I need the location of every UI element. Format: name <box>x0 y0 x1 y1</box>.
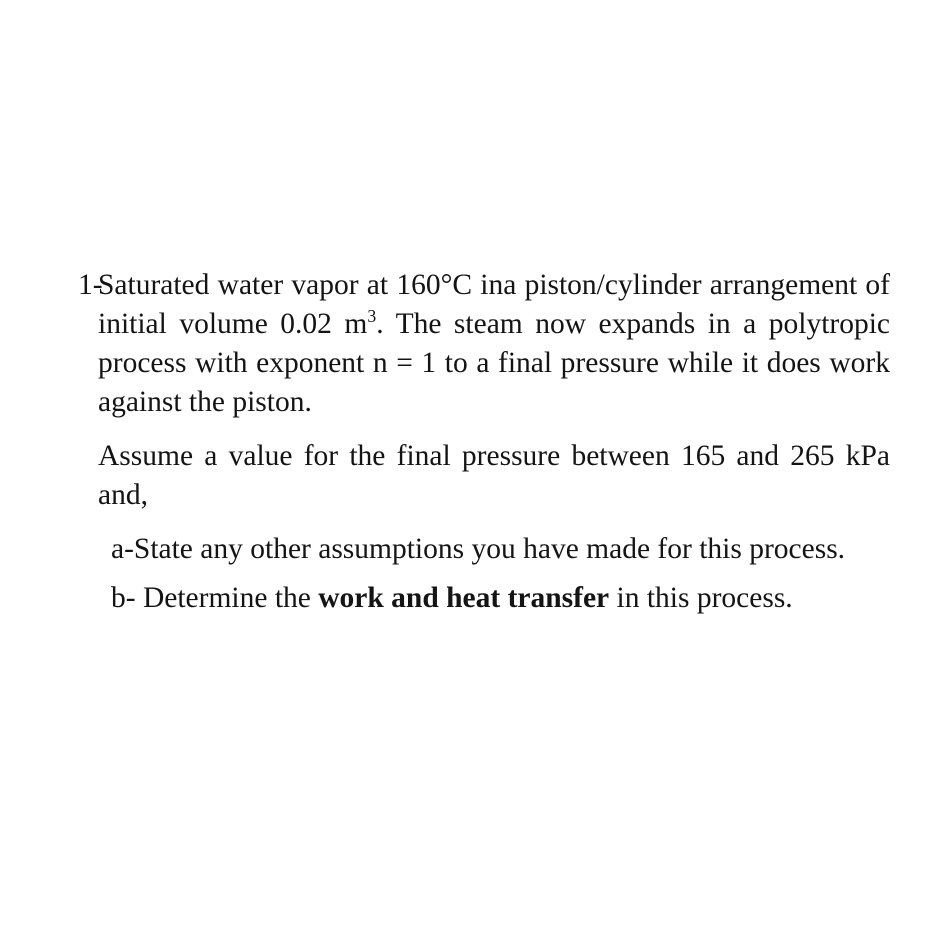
problem-intro <box>78 266 890 422</box>
part-b <box>111 579 890 618</box>
part-b-emphasis: work and heat transfer <box>318 582 610 614</box>
problem-statement <box>78 266 890 618</box>
part-a: a-State any other assumptions you have made for this process. <box>111 533 846 565</box>
part-b-prefix: b- Determine the <box>111 582 319 614</box>
description-text-continued: . The steam now expands in a polytropic process with exponent n = 1 to a final pressure while it does work against the piston. <box>98 308 891 418</box>
problem-number: 1- <box>78 269 103 301</box>
problem-description <box>98 266 890 422</box>
part-b-suffix: in this process. <box>609 582 793 614</box>
volume-exponent: 3 <box>367 306 377 327</box>
description-text: Saturated water vapor at 160°C ina piston/cylinder arrangement of initial volume 0.02 m <box>98 269 890 340</box>
assumption-paragraph: Assume a value for the final pressure between 165 and 265 kPa and, <box>98 440 890 511</box>
